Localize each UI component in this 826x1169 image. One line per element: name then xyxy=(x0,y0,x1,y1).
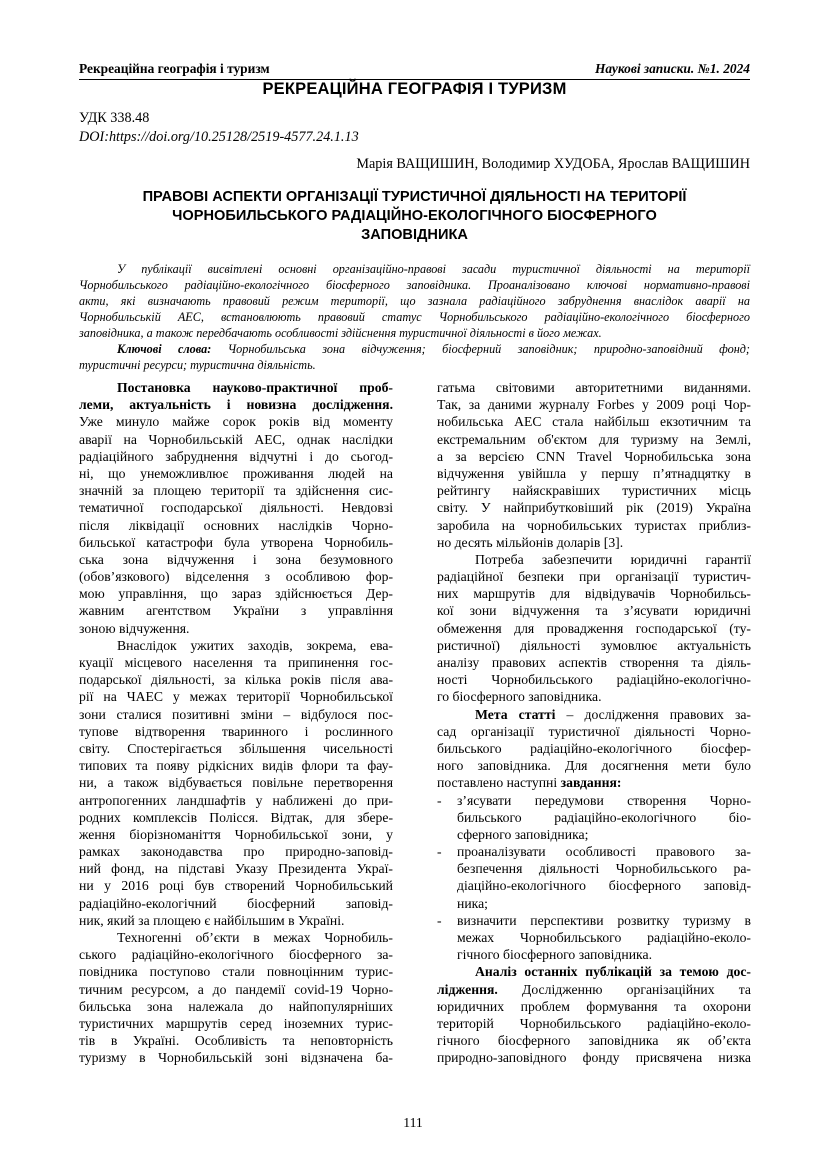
keywords xyxy=(79,341,750,357)
body-text-line: ни у 2016 році був створений Чорнобильський xyxy=(79,878,393,894)
udk-code: УДК 338.48 xyxy=(79,110,150,126)
body-text-line: світу. У найприбутковіший рік (2019) Україна xyxy=(437,500,751,516)
body-text-line: рії на ЧАЕС у межах території Чорнобильської xyxy=(79,689,393,705)
body-text-line: ристичної) діяльності зумовлює актуальність xyxy=(437,637,751,653)
doi-link[interactable]: DOI:https://doi.org/10.25128/2519-4577.24.1.13 xyxy=(79,129,359,145)
body-text-line: зоною відчуження. xyxy=(79,620,190,636)
body-text-line: гатьма світовими авторитетними виданнями. xyxy=(437,380,751,395)
body-text-line: но десять мільйонів доларів [3]. xyxy=(437,534,624,550)
body-text-line: антропогенних ландшафтів у наближені до при- xyxy=(79,792,393,808)
body-text-line: територій Чорнобильського радіаційно-еколо- xyxy=(437,1015,751,1031)
body-text-line: куації місцевого населення та припинення гос- xyxy=(79,655,393,670)
body-text-line: сад організації туристичної діяльності Чорно- xyxy=(437,723,751,739)
body-text-line: заробила на чорнобильських туристах приблиз- xyxy=(437,517,751,533)
authors: Марія ВАЩИШИН, Володимир ХУДОБА, Ярослав ВАЩИШИН xyxy=(356,156,750,172)
body-text-line: Постановка науково-практичної проб- xyxy=(117,380,393,395)
body-text-line: а за версією CNN Travel Чорнобильська зона xyxy=(437,448,751,464)
body-text-line: ності Чорнобильського радіаційно-екологічно- xyxy=(437,672,751,688)
body-text-line: Мета статті – дослідження правових за- xyxy=(475,706,751,722)
body-text-line: гічного біосферного заповідника. xyxy=(457,947,652,963)
body-text-line: туристичних маршрутів серед іноземних турис- xyxy=(79,1015,393,1031)
body-text-line: бильської катастрофи була утворена Чорнобиль- xyxy=(79,534,393,550)
body-text-line: нобильська АЕС стала найбільш екзотичним та xyxy=(437,414,751,430)
body-text-line: юридичних проблем формування та охорони xyxy=(437,998,751,1014)
body-text-line: мою управління, що зараз здійснюється Дер- xyxy=(79,586,393,602)
body-text-line: бильського радіаційно-екологічного біосфер- xyxy=(437,740,751,756)
body-text-line: ни, а також відбувається повільне перетворення xyxy=(79,775,393,791)
abstract-line: заповідника, а також передбачають особливості здійснення туристичної діяльності в його межах. xyxy=(79,326,602,340)
body-text-line: бильського радіаційно-екологічного біо- xyxy=(457,809,751,825)
body-text-line: безпечення діяльності Чорнобильського ра- xyxy=(457,861,751,877)
body-text-line: туризму в Чорнобильській зоні відзначена ба- xyxy=(79,1050,393,1066)
body-text-line: значній за площею території та здійснення сис- xyxy=(79,483,393,499)
body-column-right xyxy=(437,379,751,1067)
page-number: 111 xyxy=(403,1115,423,1130)
body-text-line: кої зони відчуження та з’ясувати юридичні xyxy=(437,603,751,619)
body-text-line: екстремальним об'єктом для туризму на Землі, xyxy=(437,431,751,447)
body-text-line: ний фонд, на підставі Указу Президента Украї- xyxy=(79,861,393,877)
body-text-line: повідника поступово стали повноцінним турис- xyxy=(79,964,393,980)
list-bullet: - xyxy=(437,912,442,928)
body-text-line: Так, за даними журналу Forbes у 2009 році Чор- xyxy=(437,397,751,413)
body-text-line: них маршрутів для відвідувачів Чорнобильсь- xyxy=(437,586,751,602)
body-text-line: радіаційно-екологічний біосферний заповід- xyxy=(79,895,393,911)
body-text-line: зони сталися позитивні зміни – відбулося пос- xyxy=(79,706,393,722)
body-text-line: Техногенні об’єкти в межах Чорнобиль- xyxy=(117,930,393,945)
body-text-line: ник, який за площею є найбільшим в Україні. xyxy=(79,912,345,928)
body-text-line: Внаслідок ужитих заходів, зокрема, ева- xyxy=(117,637,393,653)
body-text-line: аналізу правових аспектів створення та діяль- xyxy=(437,655,751,670)
body-text-line: ного заповідника. Для досягнення мети було xyxy=(437,758,751,774)
body-text-line: родних комплексів Полісся. Відтак, для збере- xyxy=(79,809,393,825)
running-head-right: Наукові записки. №1. 2024 xyxy=(594,61,750,76)
body-text-line: ника; xyxy=(457,895,488,911)
list-bullet: - xyxy=(437,792,442,808)
body-text-line: ні, що унеможливлює проживання людей на xyxy=(79,465,393,481)
abstract-line: У публікації висвітлені основні організаційно-правові засади туристичної діяльності на території xyxy=(117,262,750,276)
body-text-line: межах Чорнобильського радіаційно-еколо- xyxy=(457,930,751,945)
keywords-text: туристичні ресурси; туристична діяльність. xyxy=(79,358,316,372)
abstract-line: акти, які визначають правовий режим території, що зазнала радіаційного забруднення внаслідок аварії на xyxy=(79,294,750,308)
keywords-label: Ключові слова: xyxy=(117,342,212,356)
body-text-line: обмеження для провадження господарської (ту- xyxy=(437,620,751,636)
body-text-line: бильська зона належала до найпопулярніших xyxy=(79,998,393,1014)
body-text-line: (обов’язкового) відселення з особливою фор- xyxy=(79,569,393,585)
body-text-line: радіаційної безпеки при організації туристич- xyxy=(437,569,751,585)
body-text-line: тів в Україні. Особливість та неповторність xyxy=(79,1033,393,1049)
body-text-line: жавним агентством України з управління xyxy=(79,603,393,619)
section-title: РЕКРЕАЦІЙНА ГЕОГРАФІЯ І ТУРИЗМ xyxy=(262,80,567,98)
body-text-line: сферного заповідника; xyxy=(457,826,589,842)
abstract-line: Чорнобильського радіаційно-екологічного біосферного заповідника. Проаналізовано ключові нормативно-правові xyxy=(79,278,750,292)
body-text-line: поставлено наступні завдання: xyxy=(437,775,622,791)
body-text-line: діаційно-екологічного біосферного заповід- xyxy=(457,878,751,894)
body-text-line: проаналізувати особливості правового за- - xyxy=(437,844,751,860)
body-text-line: леми, актуальність і новизна дослідження. xyxy=(79,397,393,413)
body-text-line: подарської діяльності, за кілька років після ава- xyxy=(79,672,393,688)
article-title xyxy=(79,188,750,245)
title-line: ЗАПОВІДНИКА xyxy=(361,227,468,243)
body-text-line: з’ясувати передумови створення Чорно- - xyxy=(437,792,751,808)
list-bullet: - xyxy=(437,844,442,860)
body-column-left xyxy=(79,379,393,1067)
running-head xyxy=(79,61,750,80)
abstract xyxy=(79,261,750,373)
title-line: ЧОРНОБИЛЬСЬКОГО РАДІАЦІЙНО-ЕКОЛОГІЧНОГО БІОСФЕРНОГО xyxy=(172,208,657,224)
body-text-line: тупове відтворення тваринного і рослинного xyxy=(79,723,393,739)
body-text-line: рамках законодавства про природно-заповід- xyxy=(79,844,393,860)
body-text-line: гічного біосферного заповідника як об’єкта xyxy=(437,1033,751,1049)
body-text-line: Аналіз останніх публікацій за темою дос- xyxy=(475,964,751,980)
body-text-line: Потреба забезпечити юридичні гарантії xyxy=(475,551,751,567)
title-line: ПРАВОВІ АСПЕКТИ ОРГАНІЗАЦІЇ ТУРИСТИЧНОЇ ДІЯЛЬНОСТІ НА ТЕРИТОРІЇ xyxy=(142,189,687,205)
body-text-line: типових та появу рідкісних видів флори та фау- xyxy=(79,758,393,774)
body-text-line: аварії на Чорнобильській АЕС, однак наслідки xyxy=(79,431,393,447)
body-text-line: тематичної господарської діяльності. Невдовзі xyxy=(79,500,393,516)
body-text-line: світу. Спостерігається збільшення чисельності xyxy=(79,740,393,756)
body-text-line: відчуження увійшла у першу п’ятнадцятку в xyxy=(437,465,751,481)
body-text-line: визначити перспективи розвитку туризму в - xyxy=(437,912,751,928)
body-text-line: після ліквідації основних наслідків Чорно- xyxy=(79,517,393,533)
body-text-line: природно-заповідного фонду присвячена низка xyxy=(437,1050,751,1066)
body-text-line: радіаційного забруднення відчутні і до сьогод- xyxy=(79,448,393,464)
body-text-line: лідження. Дослідженню організаційних та xyxy=(437,981,751,997)
body-text-line: ського радіаційно-екологічного біосферного за- xyxy=(79,947,393,963)
body-text-line: го біосферного заповідника. xyxy=(437,689,602,705)
running-head-left: Рекреаційна географія і туризм xyxy=(79,61,270,76)
body-text-line: рейтингу найяскравіших туристичних місць xyxy=(437,483,751,499)
body-text-line: ження біорізноманіття Чорнобильської зони, у xyxy=(79,826,393,842)
keywords-text: Чорнобильська зона відчуження; біосферний заповідник; природно-заповідний фонд; xyxy=(211,342,750,356)
body-text-line: ська зона відчуження і зона безумовного xyxy=(79,551,393,567)
abstract-line: Чорнобильській АЕС, встановлюють правовий статус Чорнобильського радіаційно-екологічного біосферного xyxy=(79,310,750,324)
body-text-line: Уже минуло майже сорок років від моменту xyxy=(79,414,393,430)
body-text-line: тичним ресурсом, а до пандемії covid-19 Чорно- xyxy=(79,981,393,997)
